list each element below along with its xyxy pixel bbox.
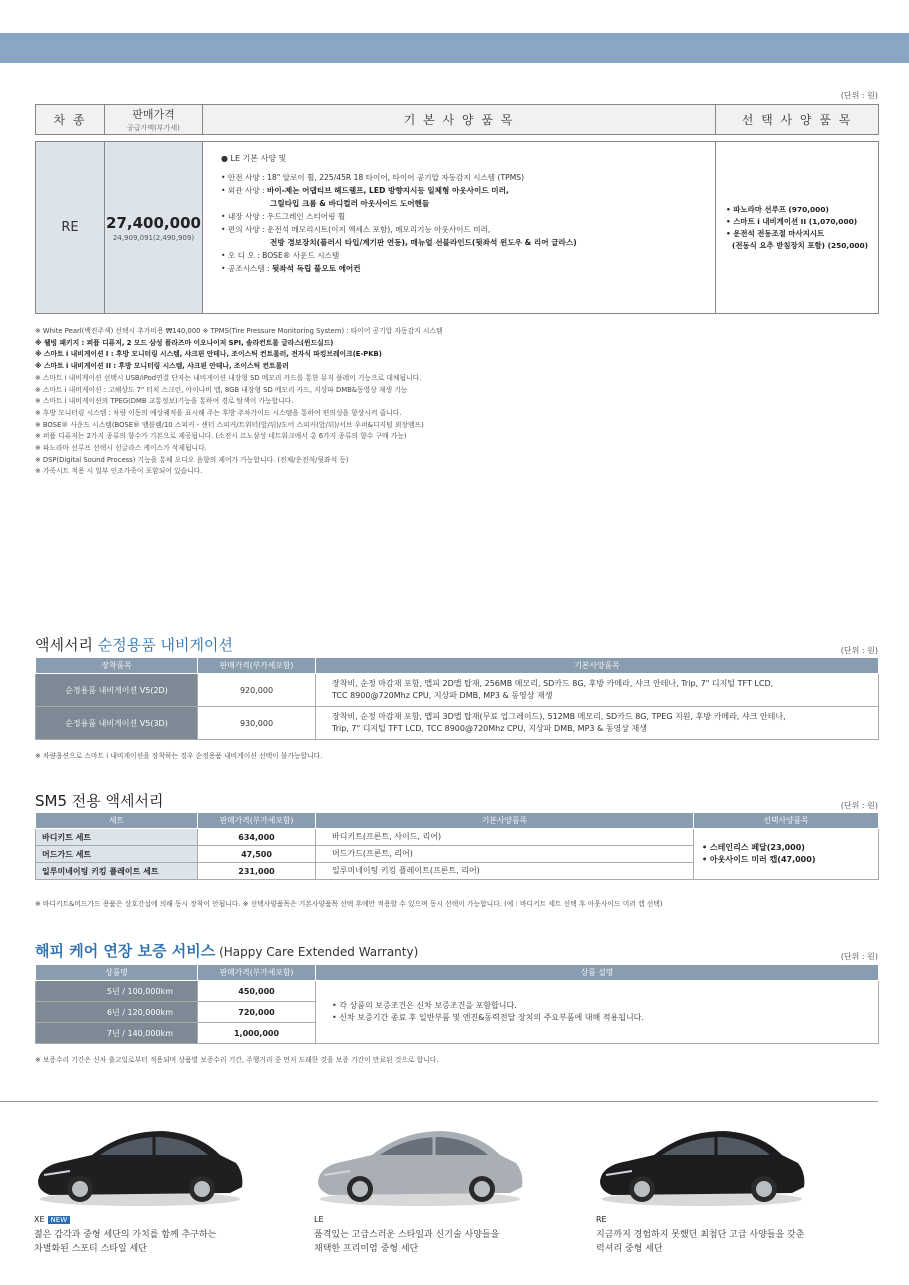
warranty-row-name: 5년 / 100,000km [36,981,198,1002]
car-model-name [34,1215,70,1224]
basic-spec-line [221,249,705,262]
nav-row-desc-line: TCC 8900@720Mhz CPU, 지상파 DMB, MP3 & 동영상 재생 [332,691,553,700]
sm5-section-title: SM5 전용 액세서리 [35,792,164,810]
basic-spec-text: 운전석 메모리시트(이지 액세스 포함), 메모리기능 아웃사이드 미러, [267,225,491,234]
basic-spec-title: ● LE 기본 사양 및 [221,154,287,163]
warranty-row-price [198,1002,316,1023]
table-gap [36,135,879,142]
warranty-row-price-value: 1,000,000 [233,1028,280,1038]
sm5-row-name: 바디키트 세트 [36,829,198,846]
sm5-table [35,812,879,880]
car-image [592,1117,812,1209]
nav-unit-label: (단위 : 원) [840,646,878,655]
car-description [596,1228,804,1256]
car-description-line: 럭셔리 중형 세단 [596,1244,663,1254]
sm5-row-price-value: 47,500 [241,849,272,859]
sm5-footnote: ※ 바디키트&머드가드 용품은 상호간섭에 의해 동시 장착이 안됩니다. ※ 선택사양품목은 기본사양품목 선택 후에만 적용할 수 있으며 동시 선택이 가능합니다. (예 : 바디키트 세트 선택 후 아웃사이드 미러 캡 선택) [35,900,663,908]
nav-footnote: ※ 차량옵션으로 스마트 i 내비게이션을 장착하는 경우 순정용품 내비게이션 선택이 불가능합니다. [35,752,323,760]
basic-spec-text: 뒷좌석 독립 풀오토 에어컨 [271,264,361,273]
basic-spec-label: • 오 디 오 : [221,251,263,260]
nav-table [35,657,879,740]
note-line: ※ 파노라마 선루프 선택시 선글라스 케이스가 삭제됩니다. [35,444,207,453]
sm5-option-item: • 스테인리스 페달(23,000) [702,843,805,852]
basic-spec-text: 그릴타입 크롬 & 바디컬러 아웃사이드 도어핸들 [270,199,430,208]
car-model-name [596,1215,607,1224]
car-model-name [314,1215,324,1224]
nav-row-desc-line: 장착비, 순정 마감재 포함, 맵피 2D맵 탑재, 256MB 메모리, SD카드 8G, 후방 카메라, 샤크 안테나, Trip, 7" 디지털 TFT LCD, [332,679,774,688]
option-spec-cell [716,142,879,314]
nav-title-blue: 순정용품 내비게이션 [97,636,233,654]
note-text: ※ 웰빙 패키지 : 퍼퓸 디퓨저, 2 모드 삼성 플라즈마 이오나이저 SPI, 솔라컨트롤 글라스(윈드실드) [35,338,334,347]
nav-title-plain: 액세서리 [35,636,98,654]
note-line: ※ White Pearl(백진주색) 선택시 추가비용 ₩140,000 ※ TPMS(Tire Pressure Monitoring System) : 타이어 공기압 자동감지 시스템 [35,327,443,335]
sm5-unit-label: (단위 : 원) [840,801,878,810]
table-row [36,674,879,707]
note-line: ※ 후방 모니터링 시스템 : 차량 이동의 예상궤적을 표시해 주는 후방 주차가이드 시스템을 통하여 편의성을 향상시켜 줍니다. [35,408,402,417]
basic-spec-text: 18" 알로이 휠, 225/45R 18 타이어, 타이어 공기압 자동감지 시스템 (TPMS) [267,173,525,182]
option-spec-list [726,204,872,252]
car-description [34,1228,216,1256]
sm5-row-price [198,829,316,846]
note-line: ※ BOSE® 사운드 시스템(BOSE® 앰블렘/10 스피커 - 센터 스피커/트위터(앞/뒤)/도어 스피커(앞/뒤)/서브 우퍼&디지털 외장앰프) [35,420,424,429]
sm5-row-price [198,846,316,863]
warranty-row-name: 7년 / 140,000km [36,1023,198,1044]
sm5-header-set: 세트 [36,813,198,829]
spec-table [35,104,879,314]
basic-spec-line [221,210,705,223]
nav-header-spec: 기본사양품목 [316,658,879,674]
nav-section-title [35,634,233,655]
note-text: ※ 스마트 i 내비게이션 I : 후방 모니터링 시스템, 샤크핀 안테나, 조이스틱 컨트롤러, 전자식 파킹브레이크(E-PKB) [35,350,382,359]
top-banner-bar [0,33,909,63]
car-description-line: 지금까지 경험하지 못했던 최첨단 고급 사양들을 갖춘 [596,1230,805,1240]
nav-header-item: 장착품목 [36,658,198,674]
warranty-row-name: 6년 / 120,000km [36,1002,198,1023]
basic-spec-label: • 공조시스템 : [221,264,272,273]
basic-spec-label: • 편의 사양 : [221,225,268,234]
sm5-row-desc: 머드가드(프론트, 리어) [316,846,694,863]
warranty-row-price [198,981,316,1002]
warranty-desc-cell [316,981,879,1044]
note-line [35,338,880,350]
basic-spec-line [221,236,705,249]
warranty-unit-label: (단위 : 원) [840,952,878,961]
nav-row-desc [316,674,879,707]
note-line: ※ 스마트 i 내비게이션의 TPEG(DMB 교통정보)기능을 통하여 경로 탐색이 가능합니다. [35,397,294,406]
basic-spec-label: • 안전 사양 : [221,173,268,182]
car-description-line: 채택한 프리미엄 중형 세단 [314,1244,419,1254]
car-image [30,1117,250,1209]
option-spec-line: • 스마트 i 내비게이션 II (1,070,000) [726,216,858,226]
basic-spec-text: BOSE® 사운드 시스템 [262,251,340,260]
warranty-header-name: 상품명 [36,965,198,981]
option-spec-line: • 운전석 전동조절 마사지시트 [726,228,825,238]
basic-spec-line [221,223,705,236]
note-line [35,349,880,361]
section-divider [0,1101,878,1102]
spec-notes [35,326,880,478]
car-description-line: 차별화된 스포티 스타일 세단 [34,1244,147,1254]
sm5-row-desc: 일루미네이팅 키킹 플레이트(프론트, 리어) [316,863,694,880]
warranty-desc-line: • 신차 보증기간 종료 후 일반부품 및 엔진&동력전달 장치의 주요부품에 대해 적용됩니다. [332,1013,644,1022]
warranty-header-price: 판매가격(부가세포함) [198,965,316,981]
unit-label: (단위 : 원) [840,91,878,100]
basic-spec-cell [203,142,716,314]
header-basic-spec: 기 본 사 양 품 목 [203,105,716,135]
car-model-label: LE [314,1215,324,1224]
basic-spec-text: 전방 경보장치(플러시 타입/계기판 연동), 매뉴얼 선블라인드(뒷좌석 윈도우 & 리어 글라스) [270,238,577,247]
sm5-row-desc: 바디키트(프론트, 사이드, 리어) [316,829,694,846]
new-badge: NEW [48,1216,71,1224]
sm5-row-price [198,863,316,880]
warranty-row-price-value: 720,000 [238,1007,275,1017]
sm5-row-name: 일루미네이팅 키킹 플레이트 세트 [36,863,198,880]
sm5-row-name: 머드가드 세트 [36,846,198,863]
header-price-main: 판매가격 [132,108,175,121]
trim-price: 27,400,000 [106,213,201,232]
note-line: ※ 스마트 i 내비게이션 선택시 USB/iPod연결 단자는 내비게이션 내장형 SD 메모리 카드를 통한 뮤직 플레이 기능으로 대체됩니다. [35,373,422,382]
basic-spec-line [221,197,705,210]
header-trim: 차 종 [36,105,105,135]
nav-row-name: 순정용품 내비게이션 V5(3D) [36,707,198,740]
nav-row-name: 순정용품 내비게이션 V5(2D) [36,674,198,707]
note-line: ※ 가죽시트 적용 시 일부 인조가죽이 포함되어 있습니다. [35,467,203,476]
warranty-footnote: ※ 보증수리 기간은 신차 출고일로부터 적용되며 상품별 보증수리 기간, 주행거리 중 먼저 도래한 것을 보증 기간이 만료된 것으로 합니다. [35,1056,439,1064]
basic-spec-line [221,184,705,197]
warranty-title-blue: 해피 케어 연장 보증 서비스 [35,942,216,960]
sm5-header-option: 선택사양품목 [694,813,879,829]
sm5-row-price-value: 634,000 [238,832,275,842]
header-option-spec: 선 택 사 양 품 목 [716,105,879,135]
basic-spec-text: 바이-제논 어댑티브 헤드램프, LED 방향지시등 일체형 아웃사이드 미러, [267,186,509,195]
car-model-label: XE [34,1215,45,1224]
trim-price-sub: 24,909,091(2,490,909) [112,233,195,242]
warranty-title-en: (Happy Care Extended Warranty) [215,945,419,959]
note-line [35,361,880,373]
car-description-line: 젊은 감각과 중형 세단의 가치를 함께 추구하는 [34,1230,217,1240]
warranty-header-desc: 상품 설명 [316,965,879,981]
nav-row-desc [316,707,879,740]
warranty-desc-line: • 각 상품의 보증조건은 신차 보증조건을 포함합니다. [332,1001,517,1010]
car-model-label: RE [596,1215,607,1224]
warranty-row-price-value: 450,000 [238,986,275,996]
nav-row-desc-line: Trip, 7" 디지털 TFT LCD, TCC 8900@720Mhz CPU, 지상파 DMB, MP3 & 동영상 재생 [332,724,648,733]
warranty-table [35,964,879,1044]
note-text: ※ 스마트 i 내비게이션 II : 후방 모니터링 시스템, 샤크핀 안테나, 조이스틱 컨트롤러 [35,362,289,371]
header-price-sub: 공급가액(부가세) [127,124,180,132]
sm5-options-cell [694,829,879,880]
note-line: ※ 스마트 i 내비게이션 : 고해상도 7" 터치 스크린, 아이나비 맵, 8GB 내장형 SD 메모리 카드, 지상파 DMB&동영상 재생 기능 [35,385,408,394]
sm5-header-price: 판매가격(부가세포함) [198,813,316,829]
basic-spec-label: • 외관 사양 : [221,186,268,195]
warranty-row-price [198,1023,316,1044]
sm5-option-item: • 아웃사이드 미러 캡(47,000) [702,855,816,864]
nav-row-desc-line: 장착비, 순정 마감재 포함, 맵피 3D맵 탑재(무료 업그레이드), 512MB 메모리, SD카드 8G, TPEG 지원, 후방 카메라, 샤크 안테나, [332,712,786,721]
basic-spec-label: • 내장 사양 : [221,212,268,221]
note-line: ※ DSP(Digital Sound Process) 기능을 통해 오디오 음향의 제어가 가능합니다. (전체/운전석/뒷좌석 등) [35,455,349,464]
note-line: ※ 퍼퓸 디퓨저는 2가지 종류의 향수가 기본으로 제공됩니다. (소진시 르노삼성 네트워크에서 총 6가지 종류의 향수 구매 가능) [35,432,407,441]
basic-spec-line [221,262,705,275]
car-image [310,1117,530,1209]
nav-row-price: 920,000 [198,674,316,707]
header-price [105,105,203,135]
car-description [314,1228,499,1256]
option-spec-line: • 파노라마 선루프 (970,000) [726,204,829,214]
basic-spec-list [221,171,705,275]
sm5-row-price-value: 231,000 [238,866,275,876]
table-row [36,829,879,846]
option-spec-line: (전동식 요추 받침장치 포함) (250,000) [732,240,868,250]
basic-spec-line [221,171,705,184]
price-cell [105,142,203,314]
warranty-section-title [35,940,418,961]
nav-header-price: 판매가격(부가세포함) [198,658,316,674]
table-row [36,981,879,1002]
trim-name: RE [36,142,105,314]
sm5-header-basic: 기본사양품목 [316,813,694,829]
basic-spec-text: 우드그레인 스티어링 휠 [267,212,346,221]
table-row [36,707,879,740]
car-description-line: 품격있는 고급스러운 스타일과 신기술 사양들을 [314,1230,500,1240]
nav-row-price: 930,000 [198,707,316,740]
